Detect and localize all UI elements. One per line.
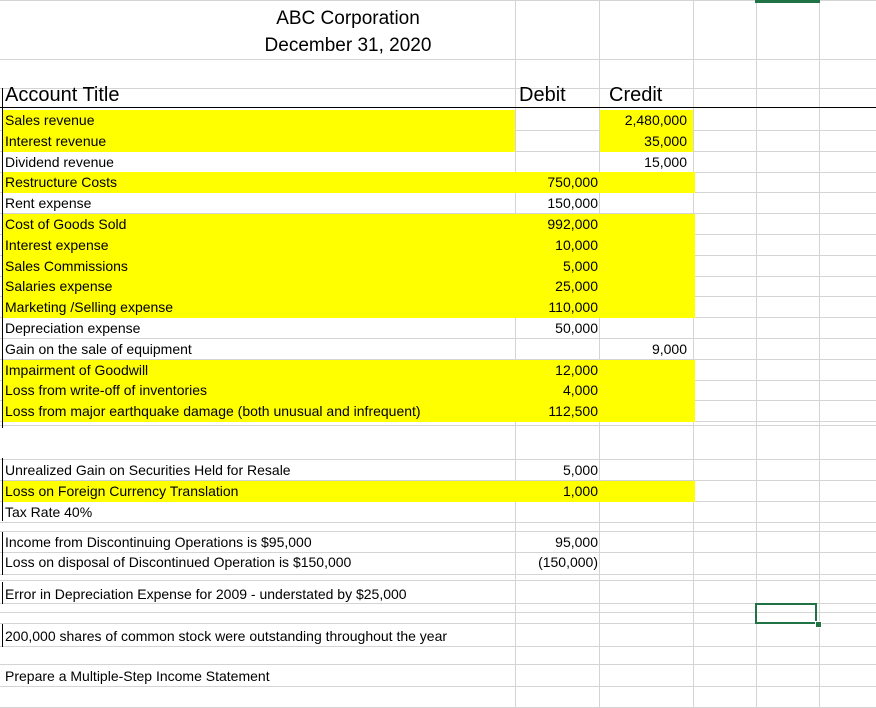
- statement-date: December 31, 2020: [264, 35, 432, 56]
- debit-cell: 12,000: [555, 362, 598, 378]
- row-divider: [0, 686, 876, 687]
- row-divider: [0, 522, 876, 523]
- account-title-cell: Depreciation expense: [5, 320, 141, 336]
- account-title-cell: Gain on the sale of equipment: [5, 341, 192, 357]
- debit-cell: 110,000: [548, 299, 598, 315]
- account-title-cell: Salaries expense: [5, 278, 113, 294]
- account-title-cell: Impairment of Goodwill: [5, 362, 149, 378]
- account-title-cell: Sales Commissions: [5, 258, 128, 274]
- row-divider: [0, 612, 876, 613]
- credit-header: Credit: [609, 84, 663, 106]
- note-item-cell: Loss on Foreign Currency Translation: [5, 483, 239, 499]
- row-divider: [0, 0, 876, 1]
- row-divider: [0, 574, 876, 575]
- account-title-cell: Interest revenue: [5, 133, 107, 149]
- account-title-cell: Loss from write-off of inventories: [5, 382, 208, 398]
- credit-cell: 15,000: [644, 154, 687, 170]
- account-title-cell: Interest expense: [5, 237, 109, 253]
- row-divider: [0, 664, 876, 665]
- row-divider: [0, 623, 876, 624]
- debit-cell: 25,000: [555, 278, 598, 294]
- row-divider: [0, 646, 876, 647]
- table-left-border: [2, 458, 3, 521]
- account-title-cell: Cost of Goods Sold: [5, 216, 127, 232]
- selected-cell[interactable]: [755, 603, 817, 624]
- debit-cell: 95,000: [555, 534, 598, 550]
- discontinued-item-cell: Income from Discontinuing Operations is $95,000: [5, 534, 312, 550]
- row-divider: [0, 88, 876, 89]
- debit-cell: 750,000: [547, 174, 598, 190]
- header-underline: [0, 107, 876, 108]
- fill-handle[interactable]: [815, 621, 822, 628]
- account-title-cell: Rent expense: [5, 195, 92, 211]
- debit-cell: 992,000: [547, 216, 598, 232]
- table-left-border: [2, 624, 3, 647]
- debit-header: Debit: [519, 84, 566, 106]
- shares-note-cell: 200,000 shares of common stock were outstanding throughout the year: [5, 628, 448, 644]
- table-left-border: [2, 582, 3, 604]
- error-note-cell: Error in Depreciation Expense for 2009 - understated by $25,000: [5, 586, 407, 602]
- column-header-selection-indicator: [755, 0, 820, 3]
- credit-cell: 2,480,000: [624, 112, 687, 128]
- account-title-cell: Marketing /Selling expense: [5, 299, 174, 315]
- debit-cell: 5,000: [562, 258, 598, 274]
- account-title-cell: Sales revenue: [5, 112, 95, 128]
- note-item-cell: Unrealized Gain on Securities Held for Resale: [5, 462, 291, 478]
- account-title-cell: Dividend revenue: [5, 154, 114, 170]
- company-name: ABC Corporation: [276, 8, 420, 29]
- account-title-cell: Restructure Costs: [5, 174, 118, 190]
- row-divider: [0, 59, 876, 60]
- credit-cell: 35,000: [644, 133, 687, 149]
- discontinued-item-cell: Loss on disposal of Discontinued Operation is $150,000: [5, 554, 352, 570]
- table-left-border: [2, 532, 3, 575]
- debit-cell: 5,000: [562, 462, 598, 478]
- row-divider: [0, 580, 876, 581]
- credit-cell: 9,000: [651, 341, 687, 357]
- debit-cell: 4,000: [562, 382, 598, 398]
- debit-cell: 50,000: [555, 320, 598, 336]
- debit-cell: (150,000): [538, 554, 598, 570]
- row-divider: [0, 425, 876, 426]
- debit-cell: 112,500: [548, 403, 598, 419]
- note-item-cell: Tax Rate 40%: [5, 504, 93, 520]
- table-left-border: [2, 88, 3, 428]
- account-title-cell: Loss from major earthquake damage (both unusual and infrequent): [5, 403, 421, 419]
- account-title-header: Account Title: [5, 84, 120, 106]
- debit-cell: 1,000: [562, 483, 598, 499]
- instruction-cell: Prepare a Multiple-Step Income Statement: [5, 668, 270, 684]
- debit-cell: 10,000: [555, 237, 598, 253]
- debit-cell: 150,000: [547, 195, 598, 211]
